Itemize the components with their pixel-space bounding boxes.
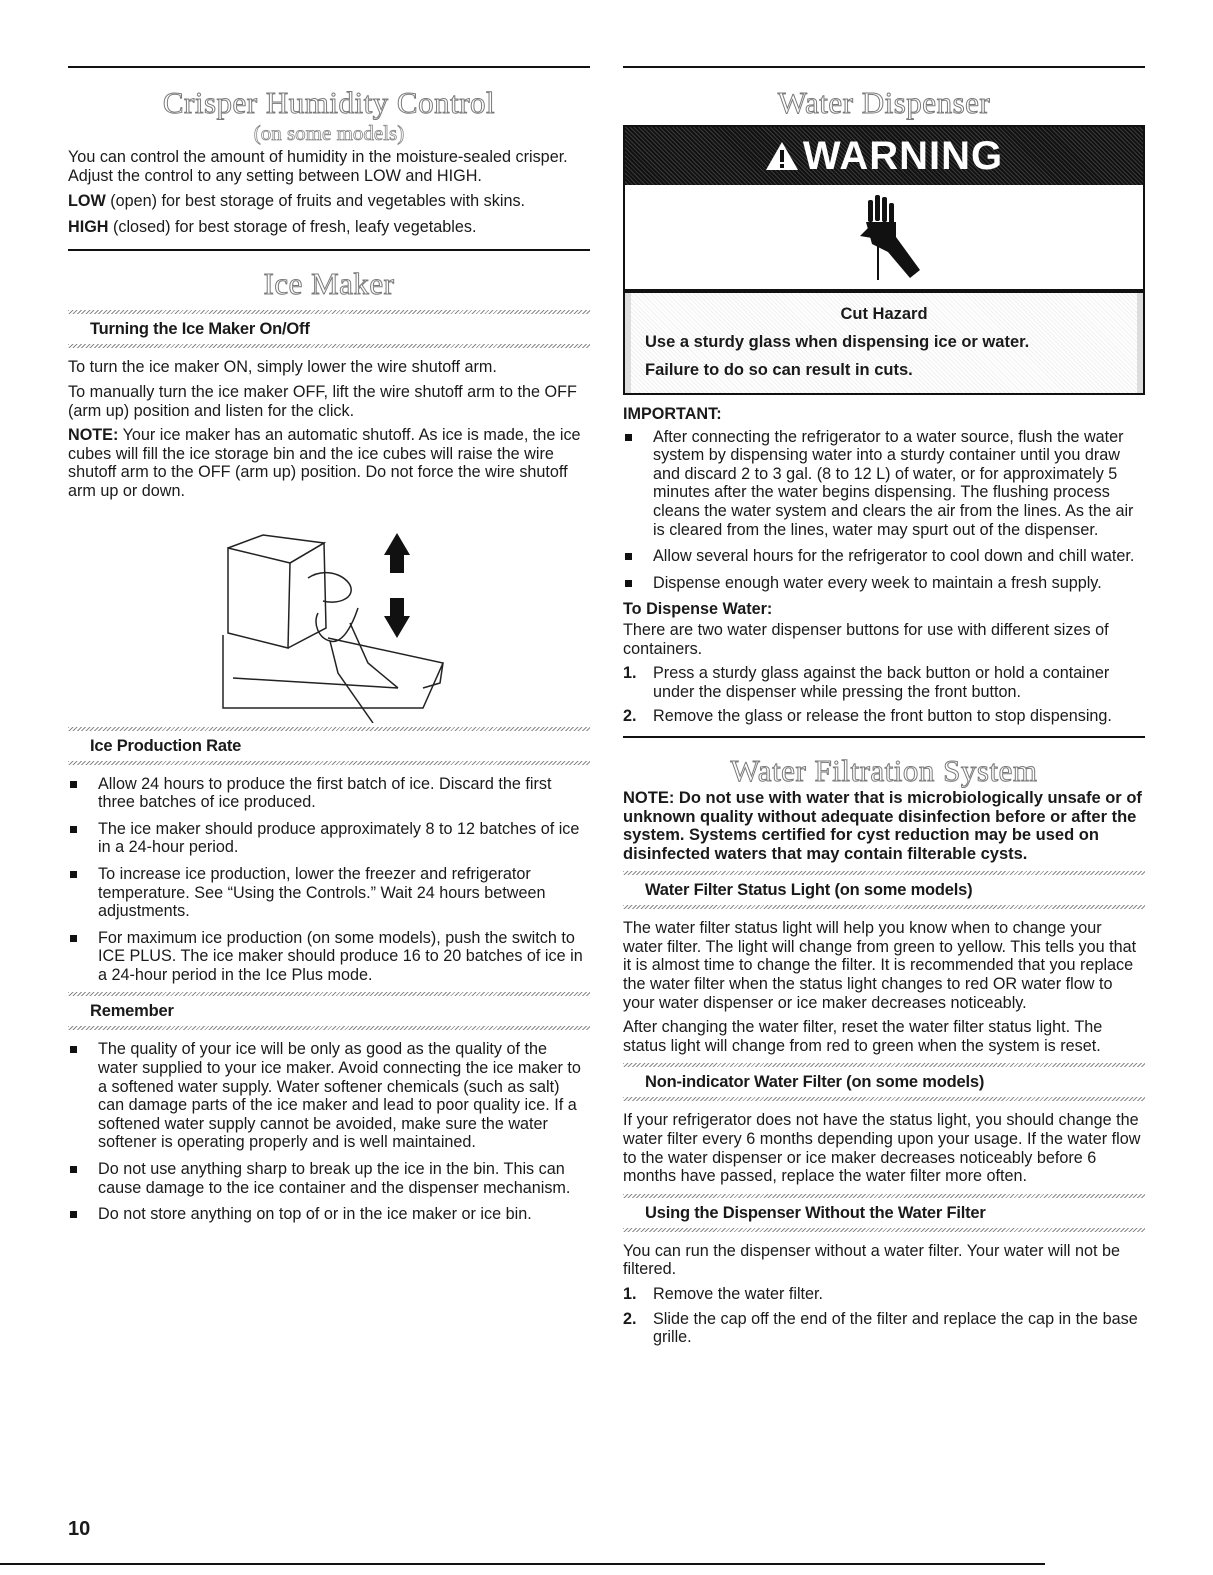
production-heading: Ice Production Rate (90, 736, 242, 755)
ice-maker-arm-illustration (68, 513, 590, 723)
on-text: To turn the ice maker ON, simply lower the wire shutoff arm. (68, 358, 497, 377)
remember-list (68, 1040, 590, 1223)
nonindicator-heading: Non-indicator Water Filter (on some models) (645, 1073, 985, 1092)
crisper-high (68, 218, 590, 237)
bullet-icon (70, 1211, 77, 1218)
list-item: Do not store anything on top of or in the ice maker or ice bin. (68, 1205, 590, 1224)
section-rule (68, 249, 590, 251)
crisper-title: Crisper Humidity Control (162, 85, 496, 120)
filtration-title: Water Filtration System (730, 752, 1038, 788)
list-item: Allow 24 hours to produce the first batch of ice. Discard the first three batches of ice produced. (68, 775, 590, 812)
filtration-note: NOTE: Do not use with water that is microbiologically unsafe or of unknown quality without adequate disinfection before or after the system. Systems certified for cyst reduction may be used on disinfected waters that may contain filterable cysts. (623, 788, 1142, 863)
bullet-icon (70, 1046, 77, 1053)
section-rule (68, 66, 590, 68)
nonindicator-text: If your refrigerator does not have the status light, you should change the water filter every 6 months depending upon your usage. If the water flow to the water dispenser or ice maker decreases noticeably before 6 months have passed, replace the water filter more often. (623, 1111, 1141, 1186)
important-list (623, 428, 1145, 593)
dispense-steps (623, 664, 1145, 726)
low-text: (open) for best storage of fruits and vegetables with skins. (105, 192, 526, 211)
hazard-line-2: Failure to do so can result in cuts. (645, 361, 913, 379)
bullet-icon (70, 781, 77, 788)
list-item: 1. Press a sturdy glass against the back button or hold a container under the dispenser while pressing the front button. (623, 664, 1110, 701)
list-item: The quality of your ice will be only as good as the quality of the water supplied to your ice maker. Avoid connecting the ice maker to a softened water supply. Water softener chemicals (such as salt) can damage parts of the ice maker and lead to poor quality ice. If a softened water supply cannot be avoided, make sure the water softener is operating properly and is well maintained. (68, 1040, 590, 1152)
right-column (623, 66, 1145, 1353)
without-filter-steps (623, 1285, 1145, 1347)
list-item: After connecting the refrigerator to a water source, flush the water system by dispensing water into a sturdy container until you draw and discard 2 to 3 gal. (8 to 12 L) of water, or for approximately 5 minutes after the water begins dispensing. The flushing process cleans the water system and clears the air from the lines. As the air is cleared from the lines, water may spurt out of the dispenser. (623, 428, 1145, 540)
list-item: The ice maker should produce approximately 8 to 12 batches of ice in a 24-hour period. (68, 820, 590, 857)
list-item: To increase ice production, lower the freezer and refrigerator temperature. See “Using the Controls.” Wait 24 hours between adjustments. (68, 865, 590, 921)
ice-note (68, 426, 590, 500)
footer-rule (0, 1563, 1045, 1565)
dispense-intro: There are two water dispenser buttons for use with different sizes of containers. (623, 620, 1109, 658)
status-subhead (623, 871, 1145, 909)
list-item: For maximum ice production (on some models), push the switch to ICE PLUS. The ice maker should produce 16 to 20 batches of ice in a 24-hour period in the Ice Plus mode. (68, 929, 590, 985)
bullet-icon (70, 826, 77, 833)
ice-maker-illustration (68, 513, 590, 723)
note-label: NOTE: (68, 426, 119, 445)
crisper-subtitle: (on some models) (253, 121, 405, 145)
status-heading: Water Filter Status Light (on some models) (645, 881, 973, 900)
ice-maker-title: Ice Maker (263, 266, 395, 302)
without-filter-subhead (623, 1194, 1145, 1232)
high-label: HIGH (68, 217, 109, 236)
status-paragraph-2: After changing the water filter, reset the water filter status light. The status light will change from red to green when the system is reset. (623, 1018, 1103, 1055)
important-label: IMPORTANT: (623, 405, 722, 423)
list-item: 2. Slide the cap off the end of the filter and replace the cap in the base grille. (623, 1309, 1138, 1347)
production-subhead (68, 727, 590, 765)
remember-subhead (68, 992, 590, 1030)
hazard-title: Cut Hazard (840, 305, 928, 323)
cut-hazard-symbol (625, 185, 1143, 293)
off-text: To manually turn the ice maker OFF, lift the wire shutoff arm to the OFF (arm up) position and listen for the click. (68, 382, 577, 420)
status-paragraph-1: The water filter status light will help you know when to change your water filter. The light will change from green to yellow. This tells you that it is almost time to change the filter. It is recommended that you replace the water filter when the status light changes to red OR water flow to your water dispenser or ice maker decreases noticeably. (623, 919, 1137, 1012)
bullet-icon (625, 553, 632, 560)
warning-label: WARNING (765, 134, 1003, 179)
bullet-icon (70, 871, 77, 878)
dispense-heading: To Dispense Water: (623, 600, 773, 619)
without-filter-heading: Using the Dispenser Without the Water Filter (645, 1203, 986, 1222)
note-text: Your ice maker has an automatic shutoff. As ice is made, the ice cubes will fill the ice storage bin and the ice cubes will raise the wire shutoff arm to the OFF (arm up) position. Do not force the wire shutoff arm up or down. (68, 426, 581, 500)
without-filter-intro: You can run the dispenser without a water filter. Your water will not be filtered. (623, 1241, 1121, 1279)
cut-hand-icon (844, 192, 924, 282)
warning-header (625, 127, 1143, 185)
production-list (68, 775, 590, 985)
list-item: 2. Remove the glass or release the front button to stop dispensing. (623, 707, 1112, 726)
on-off-subhead (68, 310, 590, 348)
list-item: Dispense enough water every week to maintain a fresh supply. (623, 574, 1145, 593)
bullet-icon (625, 580, 632, 587)
bullet-icon (70, 935, 77, 942)
warning-triangle-icon (765, 141, 799, 171)
list-item: 1. Remove the water filter. (623, 1285, 824, 1303)
nonindicator-subhead (623, 1063, 1145, 1101)
on-off-heading: Turning the Ice Maker On/Off (90, 320, 310, 339)
warning-box (623, 125, 1145, 395)
low-label: LOW (68, 192, 106, 211)
crisper-intro: You can control the amount of humidity in the moisture-sealed crisper. Adjust the control to any setting between LOW and HIGH. (68, 148, 568, 185)
section-rule (623, 736, 1145, 738)
page-number: 10 (68, 1518, 91, 1540)
remember-heading: Remember (90, 1002, 174, 1021)
dispenser-title: Water Dispenser (777, 85, 991, 120)
left-column (68, 66, 590, 1232)
bullet-icon (625, 434, 632, 441)
warning-body (625, 293, 1143, 393)
list-item: Do not use anything sharp to break up the ice in the bin. This can cause damage to the ice container and the dispenser mechanism. (68, 1160, 590, 1197)
high-text: (closed) for best storage of fresh, leafy vegetables. (108, 217, 477, 236)
crisper-low (68, 192, 590, 211)
section-rule (623, 66, 1145, 68)
list-item: Allow several hours for the refrigerator to cool down and chill water. (623, 547, 1145, 566)
bullet-icon (70, 1166, 77, 1173)
hazard-line-1: Use a sturdy glass when dispensing ice or water. (645, 333, 1030, 351)
